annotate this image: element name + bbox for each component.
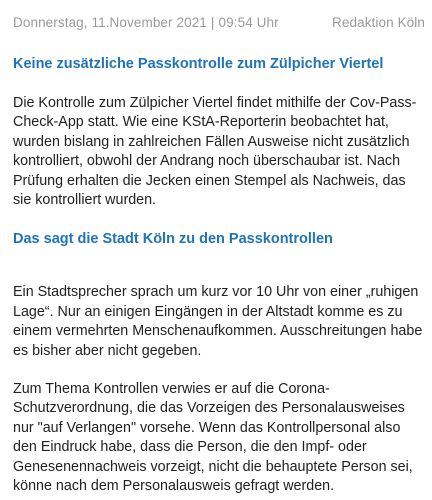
paragraph-stadtsprecher: Ein Stadtsprecher sprach um kurz vor 10 Uhr von einer „ruhigen Lage“. Nur an einigen Eingängen in der Altstadt komme es zu einem vermehrten Menschenaufkommen. Ausschreitungen habe es bisher aber nicht gegeben. [13,284,423,359]
author-credit: Redaktion Köln [332,14,425,30]
paragraph-corona-schutzverordnung: Zum Thema Kontrollen verwies er auf die Corona-Schutzverordnung, die das Vorzeigen des Personalausweises nur "auf Verlangen" vorsehe. Wenn das Kontrollpersonal also den Eindruck habe, dass die Person, die den Impf- oder Genesenennachweis vorzeigt, nicht die behauptete Person sei, könne nach dem Personalausweis gefragt werden. [13,381,413,495]
paragraph-kontrolle-zuelpicher: Die Kontrolle zum Zülpicher Viertel findet mithilfe der Cov-Pass-Check-App statt. Wie eine KStA-Reporterin beobachtet hat, wurden bislang in zahlreichen Fällen Ausweise nicht zusätzlich kontrolliert, obwohl der Andrang noch überschaubar ist. Nach Prüfung erhalten die Jecken einen Stempel als Nachweis, das sie kontrolliert wurden. [13,95,417,209]
article-meta [13,12,425,32]
publish-date: Donnerstag, 11.November 2021 [13,14,207,30]
meta-separator: | [210,14,215,30]
publish-time: 09:54 Uhr [218,14,279,30]
section-heading-passkontrolle: Keine zusätzliche Passkontrolle zum Zülpicher Viertel [13,56,384,72]
article-body [13,0,425,497]
section-heading-stadt-koeln: Das sagt die Stadt Köln zu den Passkontrollen [13,231,333,248]
publish-datetime [13,15,279,30]
